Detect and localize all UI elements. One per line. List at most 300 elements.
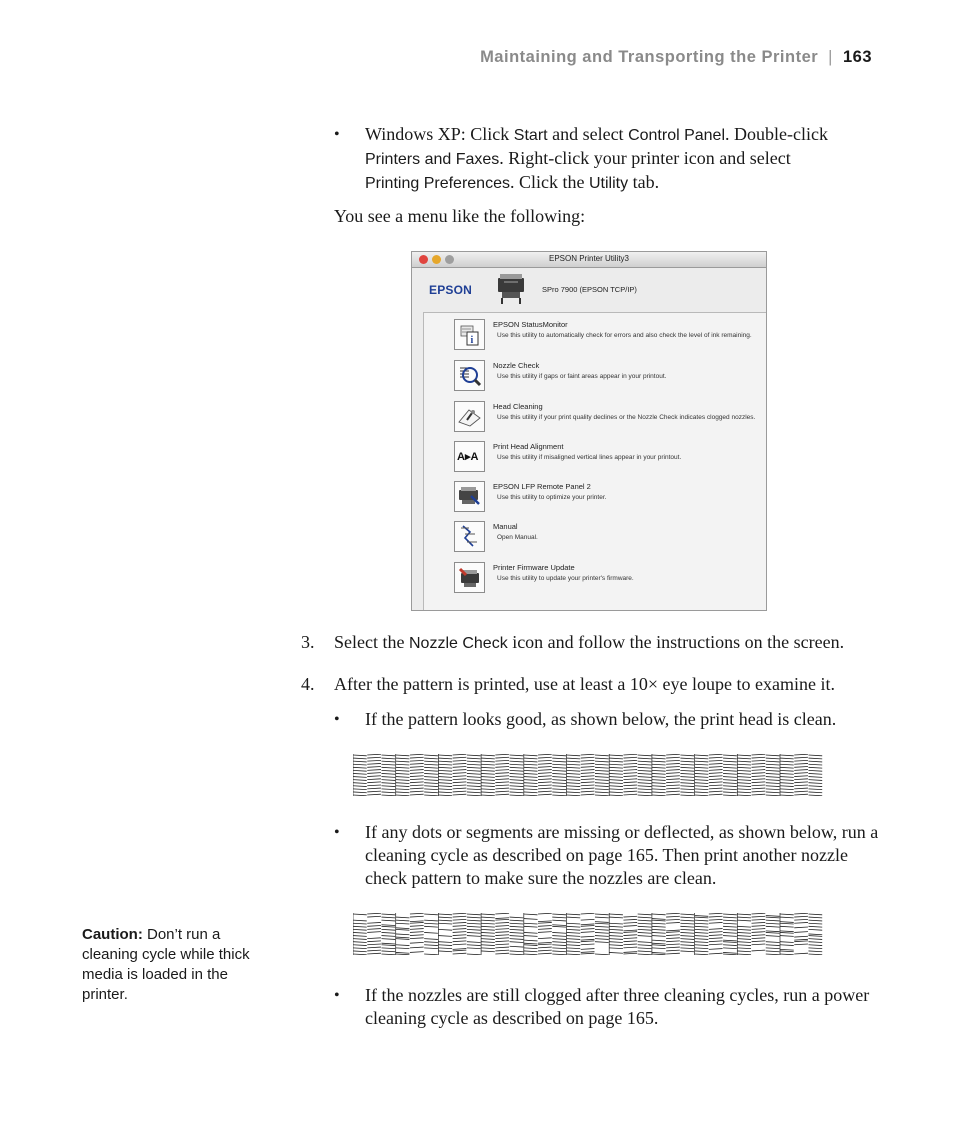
nozzle-line [481, 764, 495, 765]
nozzle-check-button[interactable] [454, 360, 485, 391]
utility-remote-panel[interactable] [454, 481, 754, 515]
printer-icon [494, 272, 528, 306]
nozzle-line [623, 930, 637, 931]
utility-manual[interactable] [454, 521, 754, 555]
nozzle-line [367, 788, 381, 789]
nozzle-line [695, 945, 709, 946]
nozzle-line [410, 794, 424, 795]
nozzle-line [723, 954, 737, 955]
caution-text: Don’t run a cleaning cycle while thick media is loaded in the printer. [82, 926, 250, 1003]
nozzle-line [638, 786, 652, 787]
utility-head-alignment[interactable] [454, 441, 754, 475]
nozzle-line [794, 791, 808, 792]
nozzle-line [538, 929, 552, 930]
nozzle-line [794, 794, 808, 795]
printing-prefs-ui-term: Printing Preferences [365, 175, 510, 192]
nozzle-line [567, 792, 581, 793]
nozzle-line [737, 761, 751, 762]
nozzle-line [723, 767, 737, 768]
nozzle-line [623, 938, 637, 939]
nozzle-line [381, 786, 395, 787]
nozzle-line [353, 929, 367, 930]
nozzle-line [766, 773, 780, 774]
nozzle-line [737, 929, 751, 930]
nozzle-line [780, 923, 794, 924]
nozzle-line [381, 780, 395, 781]
nozzle-line [581, 939, 595, 940]
nozzle-line [623, 767, 637, 768]
nozzle-line [737, 783, 751, 784]
nozzle-line [510, 761, 524, 762]
nozzle-line [524, 758, 538, 759]
head-alignment-button[interactable] [454, 441, 485, 472]
nozzle-line [709, 776, 723, 777]
nozzle-line [453, 767, 467, 768]
nozzle-line [524, 923, 538, 924]
nozzle-line [652, 920, 666, 921]
nozzle-line [396, 783, 410, 784]
nozzle-line [453, 950, 467, 951]
nozzle-line [808, 758, 822, 759]
nozzle-line [410, 788, 424, 789]
nozzle-line [638, 920, 652, 921]
nozzle-line [552, 936, 566, 937]
nozzle-line [367, 950, 381, 951]
nozzle-line [737, 770, 751, 771]
nozzle-line [453, 913, 467, 914]
nozzle-line [495, 782, 509, 783]
step-3-text [334, 631, 894, 655]
firmware-update-button[interactable] [454, 562, 485, 593]
nozzle-line [609, 789, 623, 790]
nozzle-line [510, 767, 524, 768]
nozzle-line [623, 941, 637, 942]
nozzle-line [581, 941, 595, 942]
utility-description: Use this utility to automatically check for errors and also check the level of ink remaining. [497, 332, 752, 339]
utility-status-monitor[interactable] [454, 319, 754, 353]
nozzle-line [666, 785, 680, 786]
nozzle-line [467, 954, 481, 955]
nozzle-line [552, 954, 566, 955]
nozzle-line [752, 938, 766, 939]
nozzle-line [453, 932, 467, 933]
nozzle-line [695, 777, 709, 778]
nozzle-line [794, 782, 808, 783]
utility-firmware-update[interactable] [454, 562, 754, 596]
nozzle-line [737, 942, 751, 943]
nozzle-line [495, 919, 509, 920]
nozzle-line [794, 919, 808, 920]
nozzle-line [766, 761, 780, 762]
nozzle-line [752, 760, 766, 761]
nozzle-line [524, 951, 538, 952]
nozzle-line [794, 927, 808, 928]
nozzle-line [780, 945, 794, 946]
nozzle-line [638, 948, 652, 949]
nozzle-line [595, 922, 609, 923]
nozzle-line [595, 929, 609, 930]
nozzle-line [510, 780, 524, 781]
nozzle-line [581, 767, 595, 768]
utility-name: Manual [493, 522, 518, 531]
nozzle-line [467, 786, 481, 787]
nozzle-line [381, 764, 395, 765]
nozzle-line [609, 758, 623, 759]
nozzle-line [581, 782, 595, 783]
nozzle-line [609, 777, 623, 778]
nozzle-line [567, 777, 581, 778]
nozzle-line [666, 782, 680, 783]
nozzle-line [495, 918, 509, 919]
nozzle-line [410, 938, 424, 939]
nozzle-line [723, 940, 737, 941]
nozzle-line [752, 779, 766, 780]
nozzle-line [709, 953, 723, 954]
nozzle-line [723, 777, 737, 778]
nozzle-line [467, 948, 481, 949]
nozzle-line [609, 755, 623, 756]
nozzle-line [623, 952, 637, 953]
nozzle-line [381, 792, 395, 793]
nozzle-line [666, 913, 680, 914]
nozzle-line [481, 942, 495, 943]
nozzle-line [581, 754, 595, 755]
nozzle-line [752, 922, 766, 923]
nozzle-line [396, 945, 410, 946]
nozzle-line [438, 780, 452, 781]
manual-icon [455, 522, 484, 551]
text-run: icon and follow the instructions on the screen. [507, 632, 845, 652]
nozzle-line [609, 952, 623, 953]
nozzle-line [623, 776, 637, 777]
utility-list-panel [423, 312, 767, 610]
nozzle-line [623, 754, 637, 755]
nozzle-line [467, 942, 481, 943]
windows-xp-label: Windows XP [365, 124, 461, 144]
nozzle-line [709, 763, 723, 764]
nozzle-line [510, 942, 524, 943]
nozzle-line [481, 917, 495, 918]
nozzle-line [808, 942, 822, 943]
nozzle-line [709, 913, 723, 914]
nozzle-line [695, 920, 709, 921]
nozzle-line [367, 953, 381, 954]
nozzle-line [538, 947, 552, 948]
nozzle-line [780, 795, 794, 796]
nozzle-line [737, 773, 751, 774]
nozzle-line [381, 932, 395, 933]
nozzle-line [808, 954, 822, 955]
nozzle-line [638, 777, 652, 778]
nozzle-line [752, 950, 766, 951]
nozzle-line [453, 938, 467, 939]
text-run: . Right-click your printer icon and select [499, 148, 791, 168]
nozzle-line [367, 929, 381, 930]
nozzle-line [623, 922, 637, 923]
nozzle-line [709, 932, 723, 933]
nozzle-line [467, 929, 481, 930]
nozzle-line [780, 954, 794, 955]
nozzle-line [666, 930, 680, 931]
nozzle-line [609, 948, 623, 949]
nozzle-line [695, 764, 709, 765]
nozzle-line [396, 755, 410, 756]
nozzle-line [495, 770, 509, 771]
nozzle-line [410, 763, 424, 764]
nozzle-line [467, 777, 481, 778]
nozzle-line [623, 791, 637, 792]
nozzle-line [481, 767, 495, 768]
nozzle-line [567, 764, 581, 765]
nozzle-line [595, 764, 609, 765]
nozzle-line [723, 773, 737, 774]
nozzle-line [381, 926, 395, 927]
nozzle-line [424, 789, 438, 790]
nozzle-line [794, 779, 808, 780]
nozzle-line [552, 758, 566, 759]
nozzle-line [396, 939, 410, 940]
nozzle-line [396, 952, 410, 953]
nozzle-line [752, 773, 766, 774]
nozzle-line [680, 914, 694, 915]
nozzle-line [495, 947, 509, 948]
nozzle-line [652, 755, 666, 756]
utility-head-cleaning[interactable] [454, 401, 754, 435]
nozzle-line [695, 926, 709, 927]
nozzle-line [424, 954, 438, 955]
firmware-update-icon [455, 563, 484, 592]
nozzle-line [552, 786, 566, 787]
nozzle-line [666, 919, 680, 920]
nozzle-line [552, 914, 566, 915]
nozzle-line [353, 761, 367, 762]
nozzle-line [410, 952, 424, 953]
nozzle-line [538, 794, 552, 795]
nozzle-line [424, 777, 438, 778]
nozzle-line [524, 789, 538, 790]
nozzle-line [666, 757, 680, 758]
nozzle-line [367, 770, 381, 771]
nozzle-line [695, 954, 709, 955]
nozzle-line [453, 919, 467, 920]
nozzle-line [652, 770, 666, 771]
utility-description: Use this utility if gaps or faint areas appear in your printout. [497, 373, 667, 380]
nozzle-line [367, 922, 381, 923]
nozzle-line [752, 919, 766, 920]
nozzle-line [453, 782, 467, 783]
nozzle-line [381, 789, 395, 790]
utility-name: Head Cleaning [493, 402, 543, 411]
nozzle-line [524, 945, 538, 946]
nozzle-line [808, 945, 822, 946]
nozzle-line [396, 786, 410, 787]
status-monitor-button[interactable] [454, 319, 485, 350]
utility-name: Print Head Alignment [493, 442, 564, 451]
nozzle-line [595, 932, 609, 933]
nozzle-line [794, 939, 808, 940]
nozzle-line [623, 947, 637, 948]
bullet-marker: • [334, 824, 340, 841]
nozzle-line [723, 917, 737, 918]
nozzle-line [581, 926, 595, 927]
nozzle-line [695, 929, 709, 930]
nozzle-line [481, 789, 495, 790]
nozzle-line [453, 794, 467, 795]
nozzle-line [538, 782, 552, 783]
nozzle-line [680, 767, 694, 768]
nozzle-line [752, 754, 766, 755]
utility-nozzle-check[interactable] [454, 360, 754, 394]
nozzle-line [367, 932, 381, 933]
nozzle-line [438, 773, 452, 774]
manual-button[interactable] [454, 521, 485, 552]
nozzle-line [552, 795, 566, 796]
nozzle-line [695, 916, 709, 917]
nozzle-line [396, 767, 410, 768]
head-cleaning-button[interactable] [454, 401, 485, 432]
nozzle-line [723, 780, 737, 781]
nozzle-line [510, 926, 524, 927]
nozzle-line [766, 783, 780, 784]
nozzle-line [680, 783, 694, 784]
nozzle-line [808, 914, 822, 915]
nozzle-line [396, 917, 410, 918]
text-run: Select the [334, 632, 409, 652]
nozzle-line [808, 934, 822, 935]
nozzle-line [723, 795, 737, 796]
nozzle-line [438, 786, 452, 787]
nozzle-line [481, 770, 495, 771]
nozzle-line [794, 770, 808, 771]
nozzle-line [538, 776, 552, 777]
nozzle-line [367, 773, 381, 774]
nozzle-line [581, 944, 595, 945]
nozzle-line [794, 776, 808, 777]
nozzle-line [424, 932, 438, 933]
nozzle-line [353, 767, 367, 768]
nozzle-line [709, 929, 723, 930]
nozzle-line [495, 935, 509, 936]
nozzle-line [723, 786, 737, 787]
nozzle-line [424, 948, 438, 949]
nozzle-line [410, 782, 424, 783]
nozzle-line [353, 936, 367, 937]
nozzle-line [766, 917, 780, 918]
nozzle-line [737, 936, 751, 937]
nozzle-line [453, 788, 467, 789]
nozzle-line [510, 920, 524, 921]
nozzle-line [737, 755, 751, 756]
nozzle-line [766, 764, 780, 765]
utility-description: Use this utility to update your printer's firmware. [497, 575, 634, 582]
nozzle-line [623, 926, 637, 927]
nozzle-line [581, 770, 595, 771]
nozzle-line [396, 777, 410, 778]
nozzle-line [495, 754, 509, 755]
nozzle-line [438, 951, 452, 952]
nozzle-line [638, 942, 652, 943]
nozzle-line [453, 776, 467, 777]
nozzle-line [495, 913, 509, 914]
nozzle-line [453, 941, 467, 942]
nozzle-line [737, 792, 751, 793]
nozzle-line [794, 788, 808, 789]
nozzle-line [538, 926, 552, 927]
nozzle-line [567, 942, 581, 943]
nozzle-line [695, 917, 709, 918]
nozzle-line [638, 758, 652, 759]
nozzle-line [780, 922, 794, 923]
nozzle-line [495, 950, 509, 951]
nozzle-line [453, 922, 467, 923]
nozzle-line [808, 792, 822, 793]
nozzle-line [652, 786, 666, 787]
nozzle-line [538, 757, 552, 758]
nozzle-line [353, 945, 367, 946]
nozzle-line [723, 920, 737, 921]
windows-xp-instructions [365, 123, 885, 195]
nozzle-line [410, 935, 424, 936]
nozzle-line [752, 763, 766, 764]
nozzle-line [680, 920, 694, 921]
nozzle-line [438, 917, 452, 918]
nozzle-line [367, 913, 381, 914]
nozzle-line [510, 758, 524, 759]
nozzle-line [638, 926, 652, 927]
nozzle-line [752, 776, 766, 777]
nozzle-line [752, 757, 766, 758]
nozzle-line [481, 777, 495, 778]
nozzle-line [737, 789, 751, 790]
nozzle-line [652, 789, 666, 790]
nozzle-line [666, 950, 680, 951]
nozzle-line [367, 785, 381, 786]
head-cleaning-icon [455, 402, 484, 431]
nozzle-line [652, 773, 666, 774]
nozzle-line [552, 780, 566, 781]
nozzle-line [481, 755, 495, 756]
nozzle-line [737, 932, 751, 933]
nozzle-line [652, 943, 666, 944]
nozzle-line [353, 773, 367, 774]
nozzle-line [808, 780, 822, 781]
nozzle-line [780, 786, 794, 787]
nozzle-line [794, 936, 808, 937]
nozzle-line [609, 932, 623, 933]
nozzle-line [638, 792, 652, 793]
nozzle-line [453, 791, 467, 792]
nozzle-line [438, 777, 452, 778]
nozzle-line [723, 755, 737, 756]
nozzle-line [467, 780, 481, 781]
nozzle-line [609, 936, 623, 937]
nozzle-line [595, 789, 609, 790]
nozzle-line [495, 926, 509, 927]
nozzle-line [438, 792, 452, 793]
nozzle-line [381, 936, 395, 937]
nozzle-line [638, 914, 652, 915]
nozzle-line [396, 928, 410, 929]
nozzle-line [709, 757, 723, 758]
nozzle-line [495, 760, 509, 761]
nozzle-line [367, 791, 381, 792]
remote-panel-button[interactable] [454, 481, 485, 512]
nozzle-line [467, 792, 481, 793]
nozzle-line [510, 936, 524, 937]
nozzle-line [495, 794, 509, 795]
nozzle-line [609, 770, 623, 771]
nozzle-line [623, 944, 637, 945]
